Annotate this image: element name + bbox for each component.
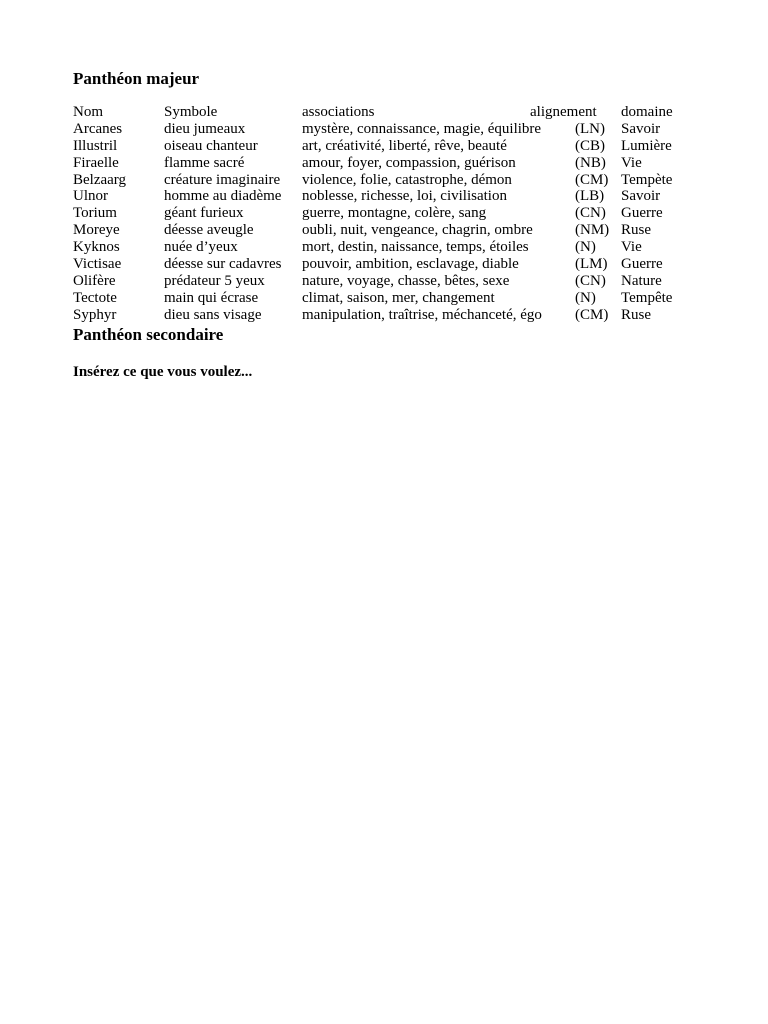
major-pantheon-title: Panthéon majeur: [73, 69, 200, 88]
cell-symbole: nuée d’yeux: [164, 239, 238, 256]
cell-domaine: Nature: [621, 272, 662, 289]
cell-nom: Tectote: [73, 289, 117, 306]
cell-associations: mort, destin, naissance, temps, étoiles: [302, 239, 529, 256]
cell-associations: art, créativité, liberté, rêve, beauté: [302, 137, 507, 154]
table-row: [73, 172, 693, 189]
cell-alignement: (LN): [575, 120, 605, 137]
cell-nom: Syphyr: [73, 306, 117, 323]
cell-nom: Victisae: [73, 256, 122, 273]
cell-domaine: Lumière: [621, 137, 672, 154]
header-nom: Nom: [73, 104, 103, 120]
table-row: [73, 239, 693, 256]
secondary-pantheon-title: Panthéon secondaire: [73, 324, 224, 344]
placeholder-text: Insérez ce que vous voulez...: [73, 363, 253, 380]
cell-symbole: flamme sacré: [164, 154, 245, 171]
cell-symbole: dieu jumeaux: [164, 120, 246, 137]
cell-alignement: (NM): [575, 222, 610, 239]
cell-associations: climat, saison, mer, changement: [302, 289, 495, 306]
cell-nom: Kyknos: [73, 239, 120, 256]
cell-alignement: (CM): [575, 171, 609, 188]
cell-alignement: (N): [575, 239, 596, 256]
cell-nom: Moreye: [73, 222, 120, 239]
cell-associations: pouvoir, ambition, esclavage, diable: [302, 256, 519, 273]
cell-nom: Firaelle: [73, 154, 119, 171]
cell-symbole: main qui écrase: [164, 289, 259, 306]
table-row: [73, 121, 693, 138]
cell-domaine: Tempète: [621, 171, 673, 188]
table-row: [73, 222, 693, 239]
cell-associations: nature, voyage, chasse, bêtes, sexe: [302, 272, 510, 289]
table-row: [73, 138, 693, 155]
cell-associations: guerre, montagne, colère, sang: [302, 205, 487, 222]
cell-associations: mystère, connaissance, magie, équilibre: [302, 120, 542, 137]
cell-alignement: (CN): [575, 205, 606, 222]
cell-associations: violence, folie, catastrophe, démon: [302, 171, 512, 188]
cell-domaine: Ruse: [621, 306, 651, 323]
cell-nom: Olifère: [73, 272, 116, 289]
header-domaine: domaine: [621, 104, 673, 120]
cell-domaine: Savoir: [621, 188, 661, 205]
cell-nom: Ulnor: [73, 188, 108, 205]
page-content: [73, 68, 693, 381]
cell-nom: Illustril: [73, 137, 118, 154]
cell-symbole: créature imaginaire: [164, 171, 281, 188]
cell-symbole: homme au diadème: [164, 188, 282, 205]
cell-symbole: déesse aveugle: [164, 222, 254, 239]
cell-nom: Arcanes: [73, 120, 123, 137]
cell-symbole: oiseau chanteur: [164, 137, 258, 154]
cell-alignement: (LB): [575, 188, 605, 205]
table-row: [73, 307, 693, 324]
table-row: [73, 188, 693, 205]
table-row: [73, 256, 693, 273]
cell-alignement: (CM): [575, 306, 609, 323]
cell-alignement: (N): [575, 289, 596, 306]
cell-symbole: dieu sans visage: [164, 306, 262, 323]
cell-alignement: (CB): [575, 137, 605, 154]
table-row: [73, 205, 693, 222]
cell-domaine: Tempête: [621, 289, 673, 306]
cell-symbole: géant furieux: [164, 205, 244, 222]
cell-alignement: (CN): [575, 272, 606, 289]
cell-symbole: prédateur 5 yeux: [164, 272, 265, 289]
cell-domaine: Ruse: [621, 222, 651, 239]
major-pantheon-table: [73, 104, 693, 324]
table-row: [73, 155, 693, 172]
cell-domaine: Guerre: [621, 256, 663, 273]
header-associations: associations: [302, 104, 375, 120]
cell-alignement: (LM): [575, 256, 608, 273]
cell-nom: Belzaarg: [73, 171, 127, 188]
cell-domaine: Vie: [621, 239, 642, 256]
header-alignement: alignement: [530, 104, 597, 120]
cell-associations: oubli, nuit, vengeance, chagrin, ombre: [302, 222, 533, 239]
table-row: [73, 290, 693, 307]
header-symbole: Symbole: [164, 104, 218, 120]
cell-symbole: déesse sur cadavres: [164, 256, 282, 273]
cell-domaine: Savoir: [621, 120, 661, 137]
cell-associations: manipulation, traîtrise, méchanceté, égo: [302, 306, 542, 323]
cell-domaine: Vie: [621, 154, 642, 171]
table-header-row: [73, 104, 693, 121]
cell-alignement: (NB): [575, 154, 606, 171]
cell-nom: Torium: [73, 205, 117, 222]
cell-associations: amour, foyer, compassion, guérison: [302, 154, 516, 171]
cell-associations: noblesse, richesse, loi, civilisation: [302, 188, 507, 205]
table-body: [73, 121, 693, 324]
cell-domaine: Guerre: [621, 205, 663, 222]
table-row: [73, 273, 693, 290]
